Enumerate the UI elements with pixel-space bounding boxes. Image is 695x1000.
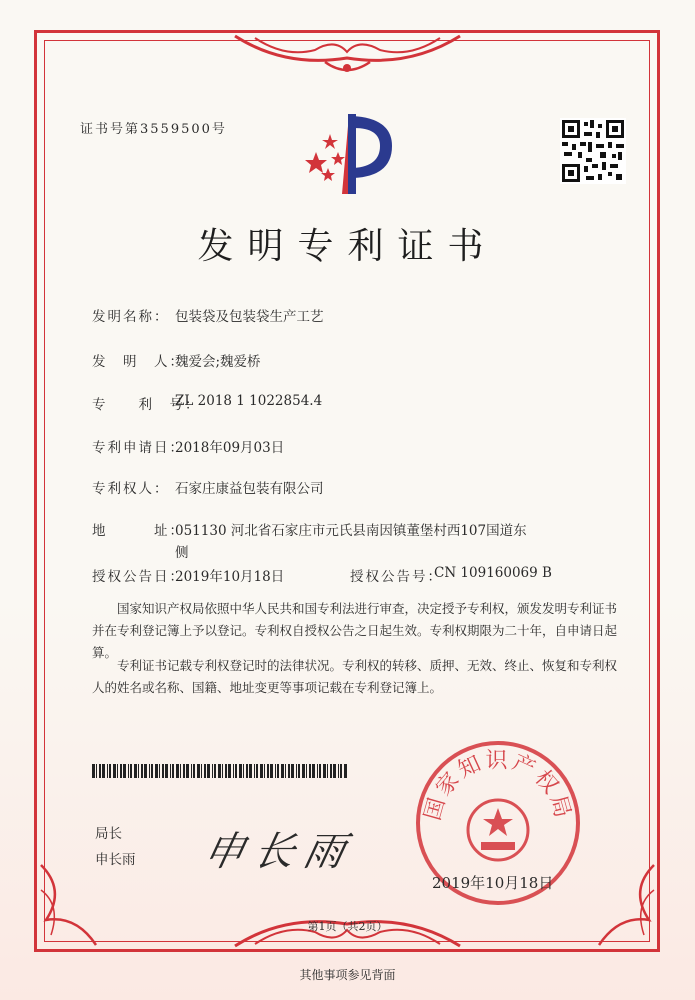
barcode-bar [323,764,326,778]
field-label-patent-number: 专 利 号： [92,397,201,413]
barcode-icon [92,764,347,778]
barcode-bar [285,764,286,778]
barcode-bar [214,764,216,778]
signature: 申长雨 [199,829,360,875]
barcode-bar [165,764,168,778]
barcode-bar [225,764,227,778]
field-value-application-date: 2018年09月03日 [175,440,285,456]
barcode-bar [130,764,132,778]
signatory-role: 局长 [95,826,122,842]
field-label-address: 地 址： [92,523,185,539]
barcode-bar [193,764,195,778]
barcode-bar [267,764,269,778]
field-value-inventor: 魏爱会;魏爱桥 [175,354,261,370]
barcode-bar [233,764,234,778]
barcode-bar [212,764,213,778]
barcode-bar [256,764,258,778]
page-title: 发明专利证书 [197,226,498,267]
barcode-bar [288,764,290,778]
barcode-bar [243,764,244,778]
barcode-bar [333,764,336,778]
barcode-bar [235,764,237,778]
barcode-bar [239,764,242,778]
barcode-bar [340,764,342,778]
barcode-bar [144,764,147,778]
field-label-patentee: 专利权人： [92,481,170,497]
back-note: 其他事项参见背面 [299,968,396,982]
barcode-bar [191,764,192,778]
barcode-bar [138,764,139,778]
barcode-bar [172,764,174,778]
barcode-bar [264,764,265,778]
barcode-bar [107,764,108,778]
barcode-bar [319,764,321,778]
field-label-application-date: 专利申请日： [92,440,185,456]
corner-ornament-bl [36,860,116,950]
barcode-bar [338,764,339,778]
barcode-bar [222,764,223,778]
field-value-grant-date: 2019年10月18日 [175,569,285,585]
field-value-patentee: 石家庄康益包装有限公司 [175,481,324,497]
barcode-bar [207,764,210,778]
barcode-bar [170,764,171,778]
barcode-bar [120,764,122,778]
top-ornament [225,28,470,80]
seal-date: 2019年10月18日 [432,874,554,892]
barcode-bar [296,764,297,778]
barcode-bar [254,764,255,778]
barcode-bar [277,764,279,778]
barcode-bar [228,764,231,778]
barcode-bar [123,764,126,778]
barcode-bar [249,764,252,778]
paragraph-legal-status: 专利证书记载专利权登记时的法律状况。专利权的转移、质押、无效、终止、恢复和专利权人的姓名或名称、国籍、地址变更等事项记载在专利登记簿上。 [92,658,618,695]
paragraph-grant-statement: 国家知识产权局依照中华人民共和国专利法进行审查，决定授予专利权，颁发发明专利证书并在专利登记簿上予以登记。专利权自授权公告之日起生效。专利权期限为二十年，自申请日起算。 [92,601,618,660]
barcode-bar [204,764,206,778]
barcode-bar [344,764,347,778]
field-value-invention-name: 包装袋及包装袋生产工艺 [175,309,324,325]
barcode-bar [298,764,300,778]
field-value-address-line2: 侧 [175,545,189,561]
barcode-bar [180,764,181,778]
barcode-bar [134,764,137,778]
barcode-bar [183,764,185,778]
national-emblem-icon [468,800,528,860]
field-label-inventor: 发 明 人： [92,354,185,370]
barcode-bar [302,764,305,778]
field-value-grant-number: CN 109160069 B [434,565,552,581]
barcode-bar [159,764,160,778]
barcode-bar [197,764,200,778]
barcode-bar [281,764,284,778]
seal-text: 国家知识产权局 [420,748,576,824]
barcode-bar [176,764,179,778]
barcode-bar [162,764,164,778]
barcode-bar [96,764,97,778]
field-label-grant-number: 授权公告号： [350,569,443,585]
barcode-bar [128,764,129,778]
barcode-bar [141,764,143,778]
patent-office-logo-icon [302,106,394,198]
certificate-number: 证书号第3559500号 [80,122,227,137]
barcode-bar [155,764,158,778]
barcode-bar [92,764,95,778]
barcode-bar [246,764,248,778]
barcode-bar [291,764,294,778]
page-indicator: 第1页（共2页） [307,920,388,933]
barcode-bar [117,764,118,778]
field-value-patent-number: ZL 2018 1 1022854.4 [175,393,323,409]
corner-ornament-br [579,860,659,950]
barcode-bar [149,764,150,778]
barcode-bar [309,764,311,778]
barcode-bar [312,764,315,778]
barcode-bar [102,764,105,778]
barcode-bar [330,764,332,778]
barcode-bar [151,764,153,778]
field-label-invention-name: 发明名称： [92,309,170,325]
barcode-bar [317,764,318,778]
barcode-bar [327,764,328,778]
barcode-bar [270,764,273,778]
barcode-bar [201,764,202,778]
barcode-bar [218,764,221,778]
signatory-name: 申长雨 [95,852,136,868]
barcode-bar [306,764,307,778]
field-value-address-line1: 051130 河北省石家庄市元氏县南因镇董堡村西107国道东 [175,523,527,539]
barcode-bar [186,764,189,778]
field-label-grant-date: 授权公告日： [92,569,185,585]
barcode-bar [99,764,101,778]
barcode-bar [113,764,116,778]
barcode-bar [109,764,111,778]
barcode-bar [260,764,263,778]
qr-code-icon [560,118,626,184]
barcode-bar [275,764,276,778]
